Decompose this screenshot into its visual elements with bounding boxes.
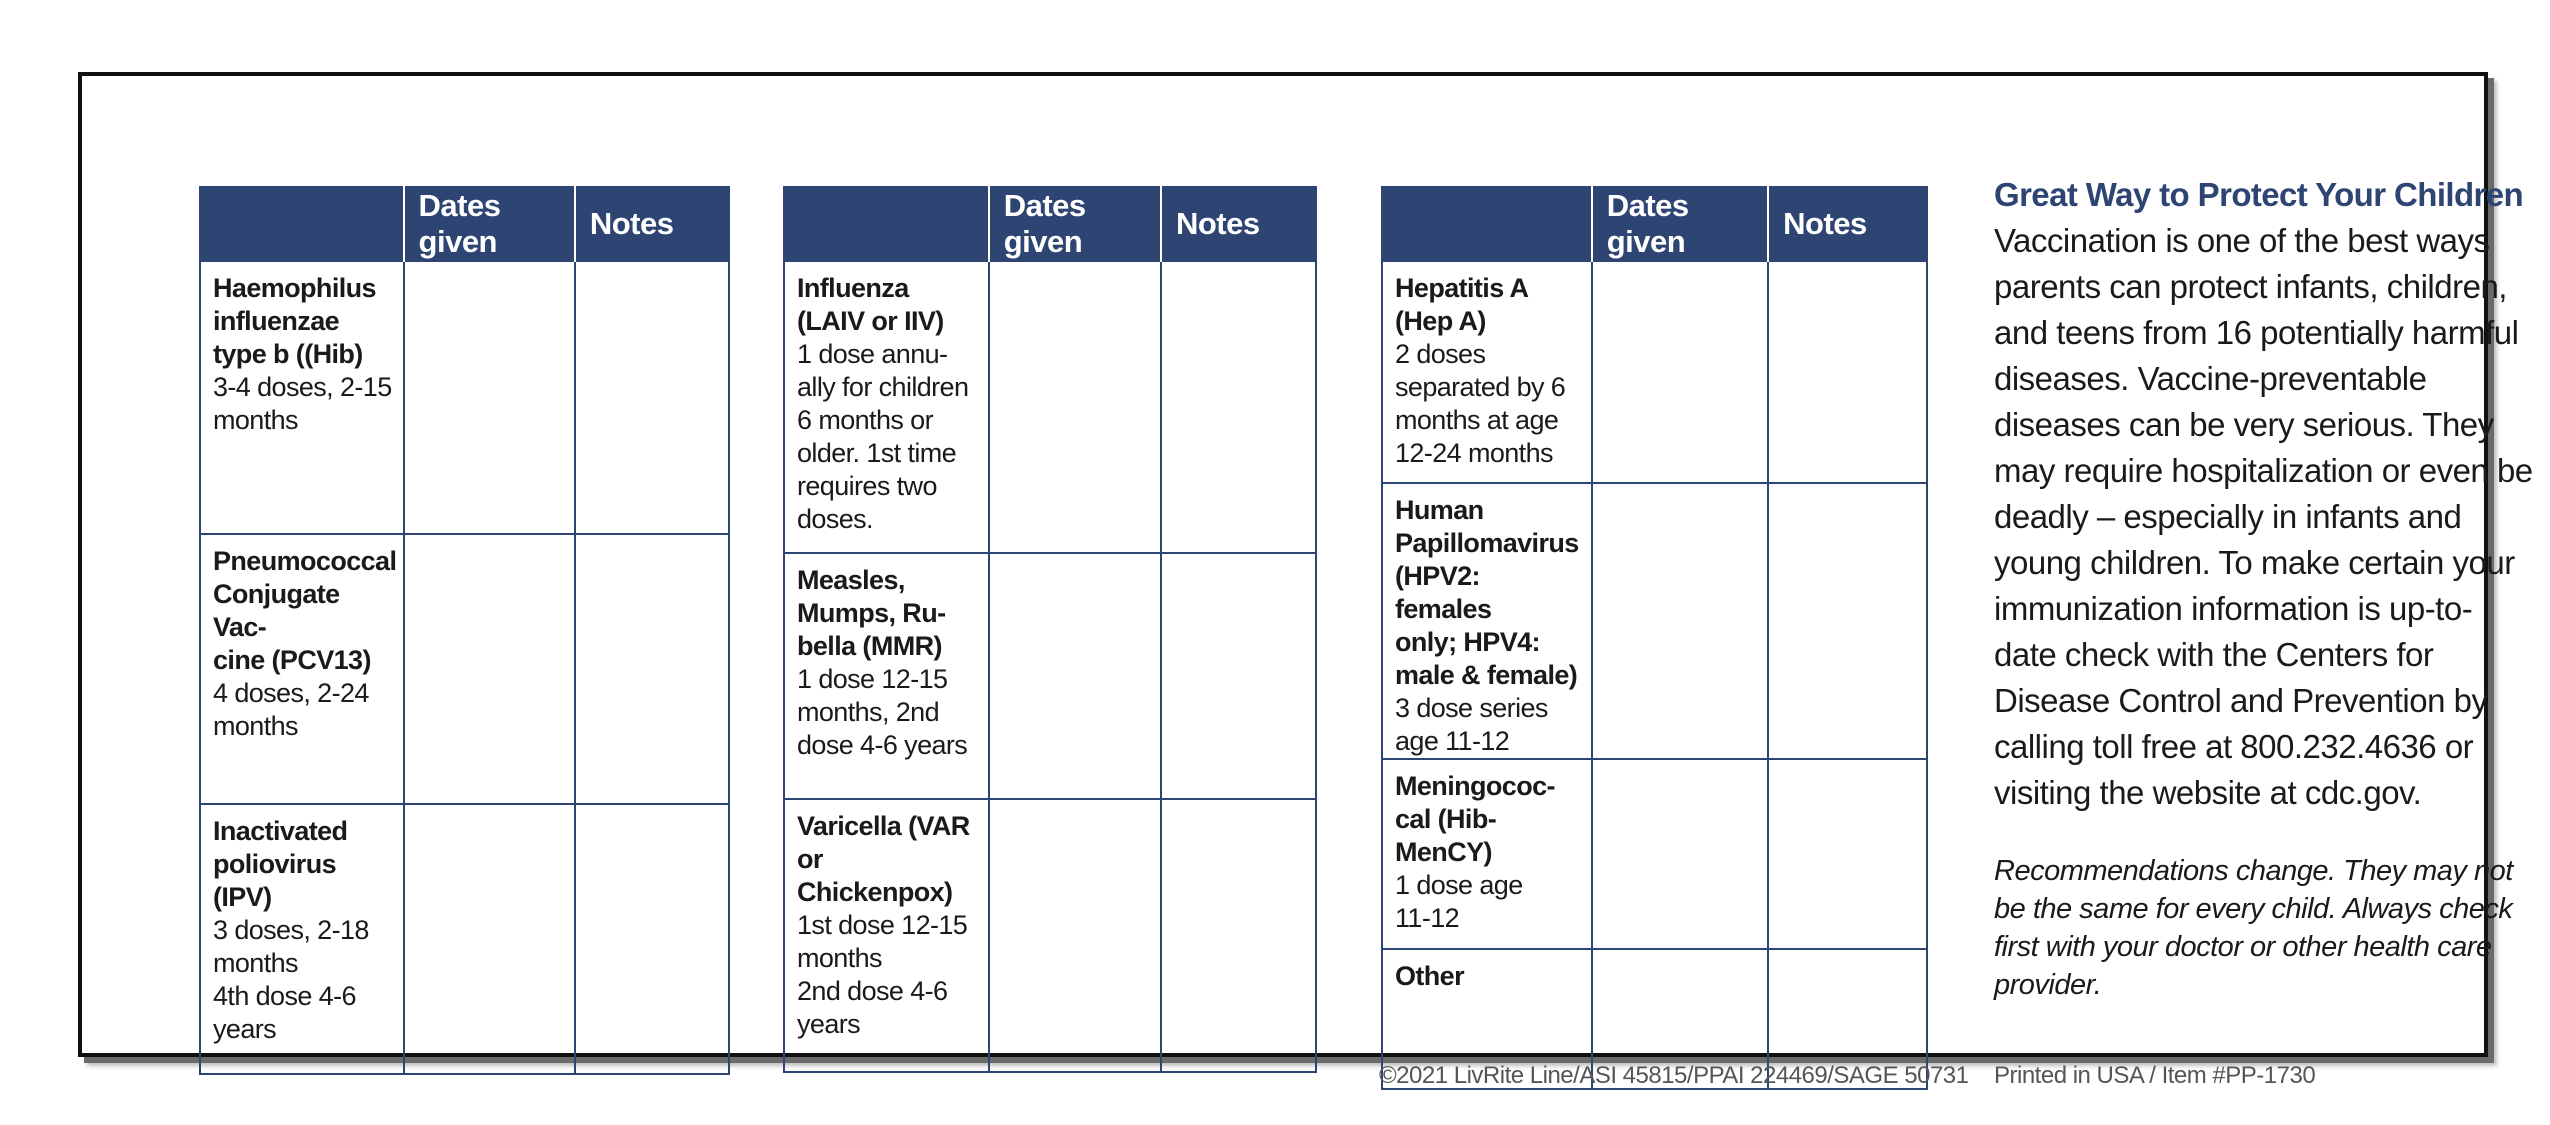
notes-cell[interactable] [1768, 483, 1927, 759]
copyright-text: ©2021 LivRite Line/ASI 45815/PPAI 224469/SAGE 50731 [1379, 1062, 1969, 1089]
notes-header: Notes [575, 187, 729, 261]
vaccine-name: Meningococ- cal (Hib- MenCY) [1395, 771, 1555, 867]
vaccine-cell [200, 261, 404, 534]
table-header-row [200, 187, 729, 261]
table-row [784, 553, 1316, 799]
dates-given-cell[interactable] [404, 804, 575, 1074]
notes-cell[interactable] [575, 804, 729, 1074]
dates-given-cell[interactable] [989, 261, 1161, 553]
info-title: Great Way to Protect Your Children [1994, 176, 2524, 213]
vaccine-schedule: 3 doses, 2-18 months 4th dose 4-6 years [213, 915, 369, 1044]
notes-cell[interactable] [575, 261, 729, 534]
vaccine-cell [200, 804, 404, 1074]
vaccine-name: Inactivated poliovirus (IPV) [213, 816, 348, 912]
vaccine-cell [784, 553, 989, 799]
vaccine-cell [200, 534, 404, 804]
dates-given-header: Dates given [989, 187, 1161, 261]
vaccine-column-header [784, 187, 989, 261]
notes-header: Notes [1161, 187, 1316, 261]
table-header-row [784, 187, 1316, 261]
dates-given-cell[interactable] [404, 534, 575, 804]
vaccine-schedule: 1 dose age 11-12 [1395, 870, 1523, 933]
dates-given-header: Dates given [404, 187, 575, 261]
dates-given-cell[interactable] [1592, 261, 1768, 483]
dates-given-cell[interactable] [989, 799, 1161, 1072]
info-body: Vaccination is one of the best ways parents can protect infants, children, and teens from 16 potentially harmful diseases. Vaccine-preventable diseases can be very serious. They may require hospitalization or even be deadly – especially in infants and young children. To make certain your immunization information is up-to-date check with the Centers for Disease Control and Prevention by calling toll free at 800.232.4636 or visiting the website at cdc.gov. [1994, 222, 2533, 811]
notes-cell[interactable] [575, 534, 729, 804]
dates-given-cell[interactable] [404, 261, 575, 534]
table-row [200, 534, 729, 804]
notes-cell[interactable] [1768, 261, 1927, 483]
notes-cell[interactable] [1161, 799, 1316, 1072]
table-row [1382, 483, 1927, 759]
vaccine-cell [1382, 483, 1592, 759]
vaccine-cell [784, 799, 989, 1072]
vaccine-name: Hepatitis A (Hep A) [1395, 273, 1529, 336]
vaccine-column-header [200, 187, 404, 261]
table-row [784, 261, 1316, 553]
table-row [784, 799, 1316, 1072]
vaccine-schedule: 3 dose series age 11-12 [1395, 693, 1548, 756]
table-header-row [1382, 187, 1927, 261]
printed-in-text: Printed in USA / Item #PP-1730 [1994, 1062, 2316, 1089]
vaccine-name: Varicella (VAR or Chickenpox) [797, 811, 970, 907]
table-row [200, 261, 729, 534]
notes-header: Notes [1768, 187, 1927, 261]
table-row [200, 804, 729, 1074]
vaccine-name: Influenza (LAIV or IIV) [797, 273, 944, 336]
notes-cell[interactable] [1161, 261, 1316, 553]
vaccine-table-3 [1381, 186, 1928, 1090]
vaccine-name: Human Papillomavirus (HPV2: females only; HPV4: male & female) [1395, 495, 1579, 690]
table-row [1382, 759, 1927, 949]
dates-given-cell[interactable] [989, 553, 1161, 799]
vaccine-name: Measles, Mumps, Ru- bella (MMR) [797, 565, 946, 661]
vaccine-table-2 [783, 186, 1317, 1073]
info-panel [1994, 176, 2534, 1004]
vaccine-table-1 [199, 186, 730, 1075]
notes-cell[interactable] [1768, 759, 1927, 949]
vaccine-name: Other [1395, 961, 1465, 991]
recommendation-note: Recommendations change. They may not be the same for every child. Always check first with your doctor or other health care provider. [1994, 855, 2513, 1001]
vaccine-schedule: 3-4 doses, 2-15 months [213, 372, 392, 435]
vaccine-column-header [1382, 187, 1592, 261]
vaccine-cell [1382, 261, 1592, 483]
table-row [1382, 261, 1927, 483]
dates-given-header: Dates given [1592, 187, 1768, 261]
vaccine-cell [784, 261, 989, 553]
vaccine-name: Pneumococcal Conjugate Vac- cine (PCV13) [213, 546, 397, 675]
vaccine-schedule: 1st dose 12-15 months 2nd dose 4-6 years [797, 910, 968, 1039]
immunization-card [78, 72, 2533, 1089]
vaccine-schedule: 2 doses separated by 6 months at age 12-24 months [1395, 339, 1566, 468]
vaccine-name: Haemophilus influenzae type b ((Hib) [213, 273, 376, 369]
vaccine-schedule: 1 dose 12-15 months, 2nd dose 4-6 years [797, 664, 968, 760]
vaccine-cell [1382, 759, 1592, 949]
dates-given-cell[interactable] [1592, 483, 1768, 759]
vaccine-schedule: 4 doses, 2-24 months [213, 678, 369, 741]
dates-given-cell[interactable] [1592, 759, 1768, 949]
notes-cell[interactable] [1161, 553, 1316, 799]
vaccine-schedule: 1 dose annu- ally for children 6 months or older. 1st time requires two doses. [797, 339, 969, 534]
